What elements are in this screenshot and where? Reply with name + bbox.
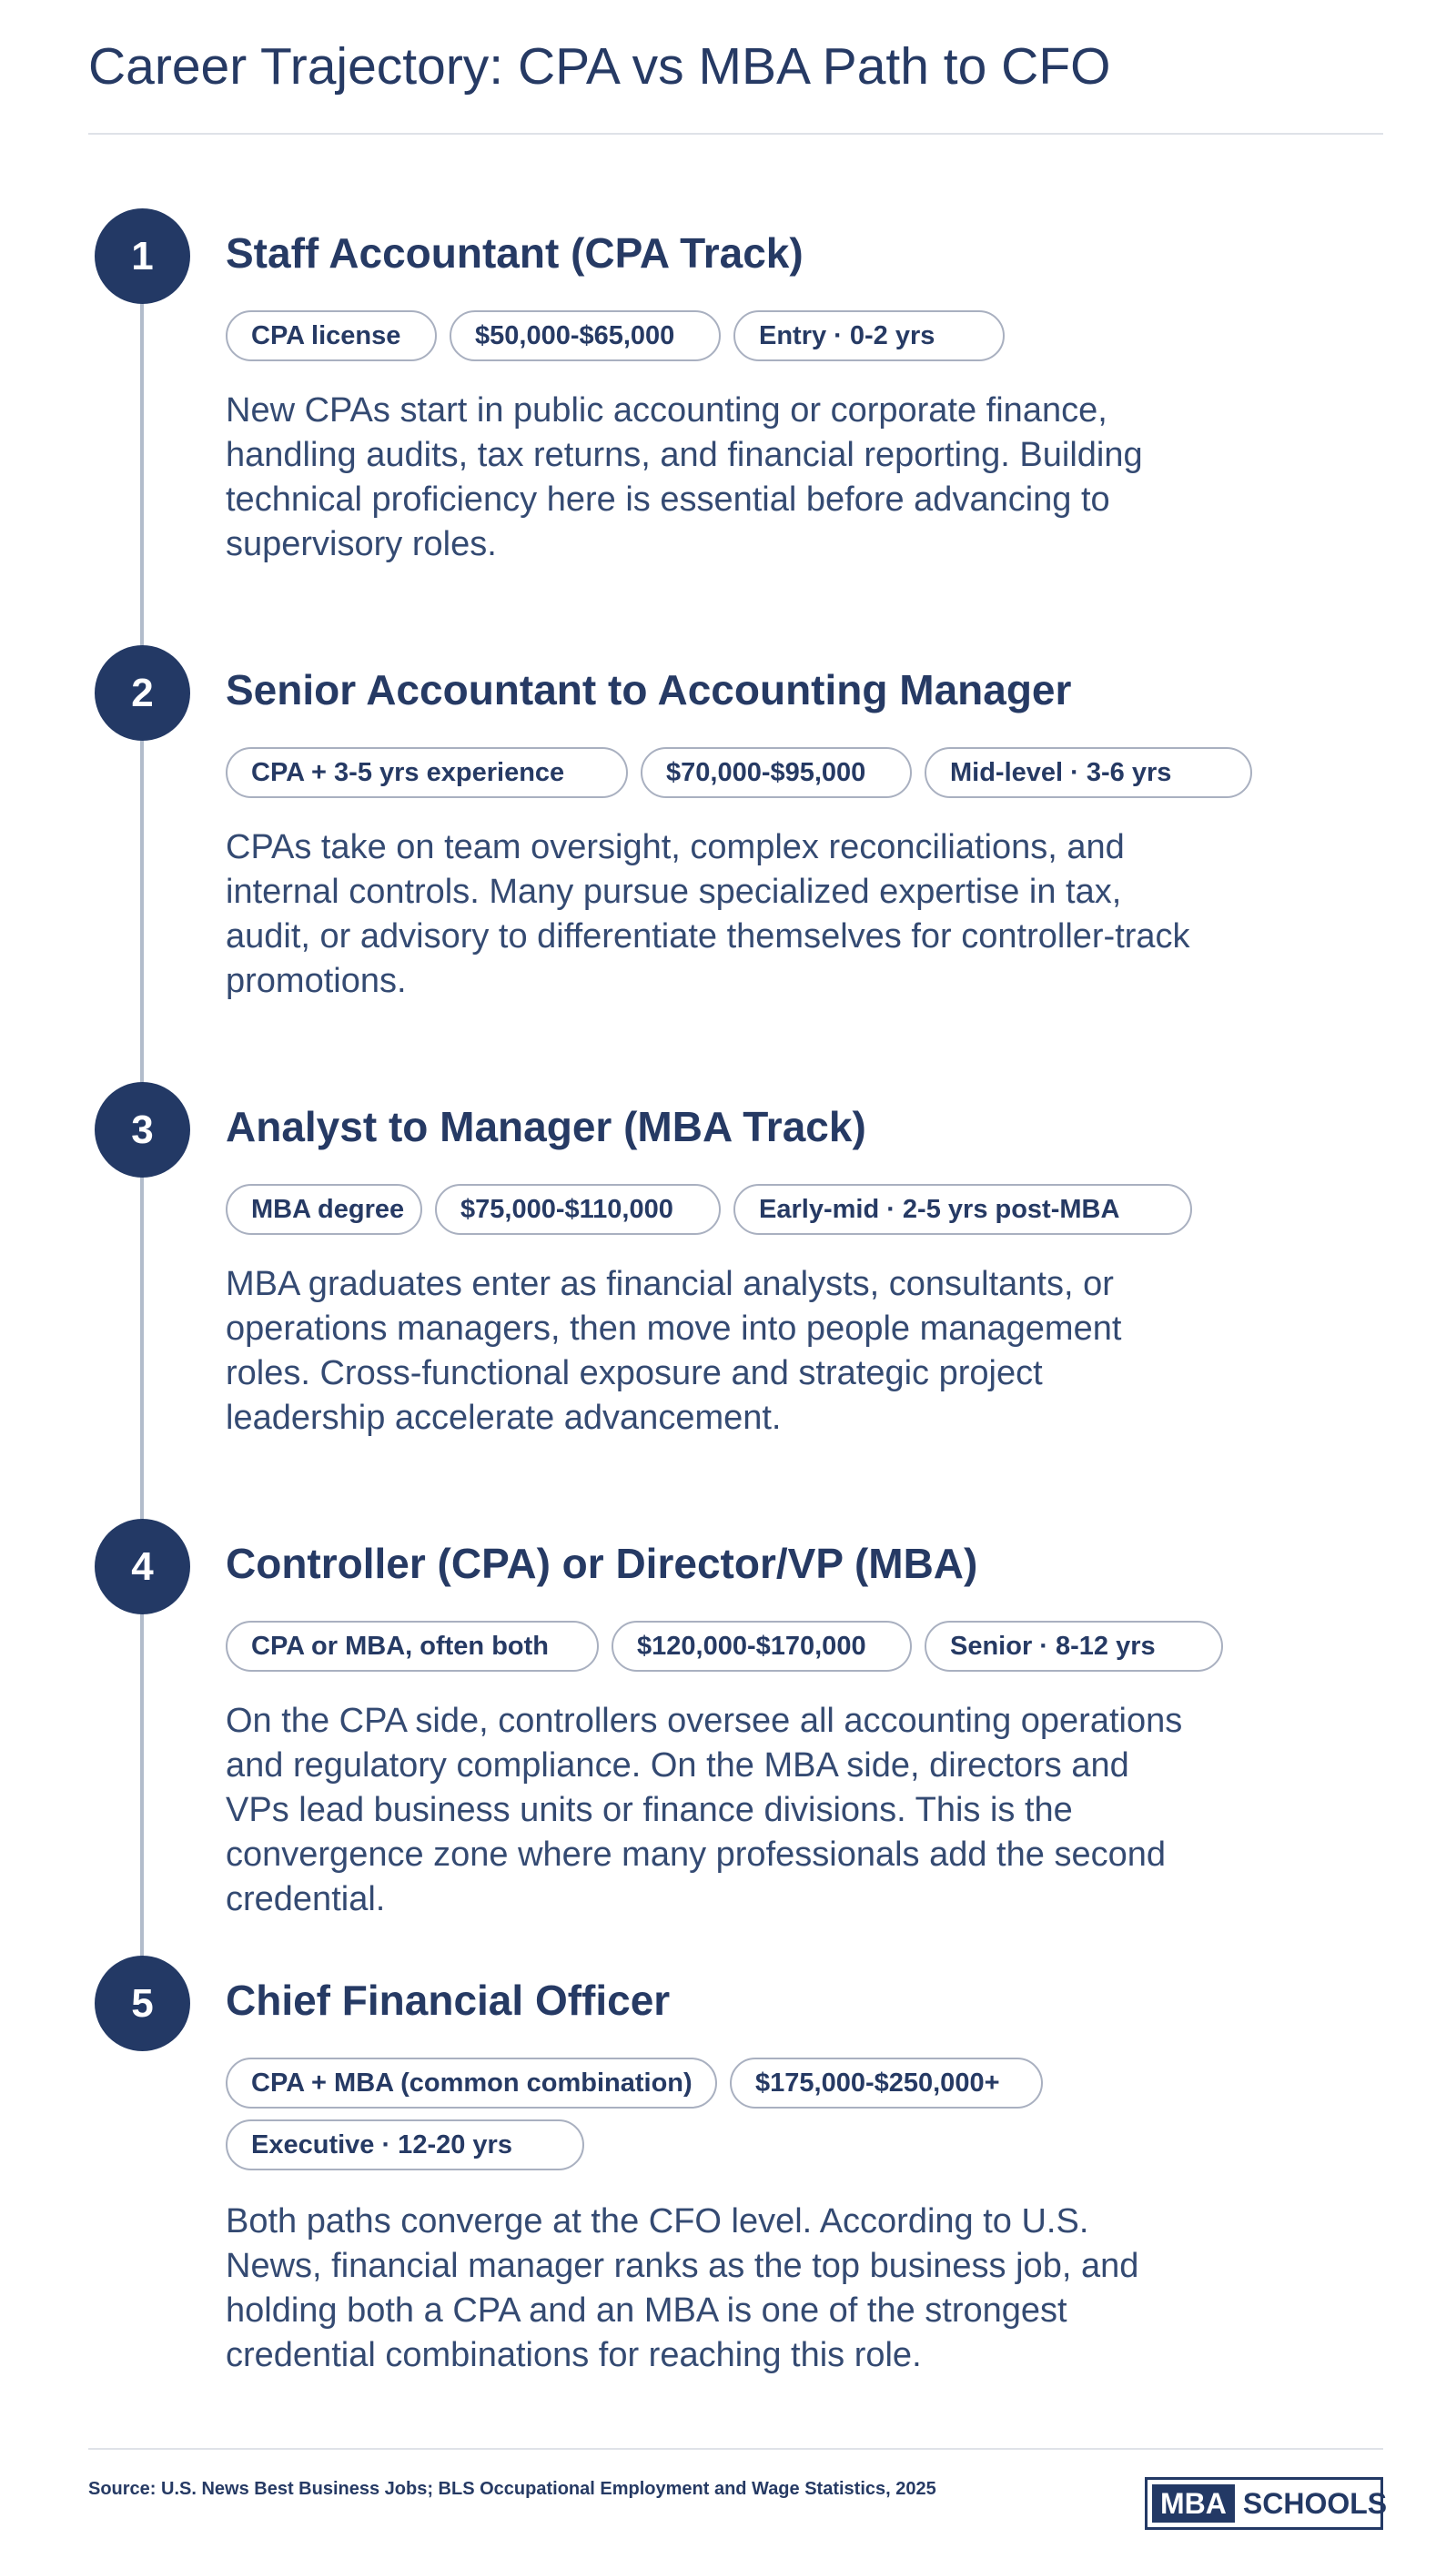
- salary-tag: $50,000-$65,000: [450, 310, 721, 361]
- step-title: Chief Financial Officer: [226, 1977, 671, 2024]
- salary-tag: $175,000-$250,000+: [730, 2058, 1043, 2109]
- salary-tag: $120,000-$170,000: [612, 1621, 912, 1672]
- footer-divider: [88, 2448, 1383, 2450]
- step-number-badge: 2: [95, 645, 190, 741]
- step-title: Senior Accountant to Accounting Manager: [226, 666, 1072, 713]
- header-divider: [88, 133, 1383, 135]
- step-number-badge: 3: [95, 1082, 190, 1178]
- level-tag: Executive · 12-20 yrs: [226, 2119, 584, 2170]
- level-tag: Mid-level · 3-6 yrs: [925, 747, 1252, 798]
- source-note: Source: U.S. News Best Business Jobs; BLS Occupational Employment and Wage Statistics, 2025: [88, 2479, 936, 2499]
- step-description: CPAs take on team oversight, complex reconciliations, and internal controls. Many pursue specialized expertise in tax, audit, or advisory to differentiate themselves for controller-track promotions.: [226, 828, 1190, 1000]
- credential-tag: CPA or MBA, often both: [226, 1621, 599, 1672]
- credential-tag: CPA license: [226, 310, 437, 361]
- level-tag: Entry · 0-2 yrs: [733, 310, 1005, 361]
- level-tag: Senior · 8-12 yrs: [925, 1621, 1223, 1672]
- credential-tag: CPA + 3-5 yrs experience: [226, 747, 628, 798]
- step-description: MBA graduates enter as financial analysts, consultants, or operations managers, then move into people management roles. Cross-functional exposure and strategic project leadership accelerate advancement.: [226, 1265, 1122, 1437]
- step-title: Staff Accountant (CPA Track): [226, 229, 804, 277]
- credential-tag: MBA degree: [226, 1184, 422, 1235]
- salary-tag: $75,000-$110,000: [435, 1184, 721, 1235]
- level-tag: Early-mid · 2-5 yrs post-MBA: [733, 1184, 1192, 1235]
- step-description: New CPAs start in public accounting or corporate finance, handling audits, tax returns, and financial reporting. Building technical proficiency here is essential before advancing to supervisory roles.: [226, 391, 1143, 563]
- step-description: On the CPA side, controllers oversee all accounting operations and regulatory compliance. On the MBA side, directors and VPs lead business units or finance divisions. This is the convergence zone where many professionals add the second credential.: [226, 1702, 1183, 1918]
- mba-schools-logo: [1145, 2477, 1388, 2530]
- credential-tag: CPA + MBA (common combination): [226, 2058, 717, 2109]
- step-number-badge: 4: [95, 1519, 190, 1614]
- step-number-badge: 5: [95, 1956, 190, 2051]
- step-description: Both paths converge at the CFO level. According to U.S. News, financial manager ranks as the top business job, and holding both a CPA and an MBA is one of the strongest credential combinations for reaching this role.: [226, 2202, 1139, 2374]
- step-number-badge: 1: [95, 208, 190, 304]
- salary-tag: $70,000-$95,000: [641, 747, 912, 798]
- step-title: Analyst to Manager (MBA Track): [226, 1103, 866, 1150]
- logo-mba-text: MBA: [1152, 2484, 1235, 2523]
- logo-schools-text: SCHOOLS: [1242, 2486, 1388, 2520]
- page-title: Career Trajectory: CPA vs MBA Path to CFO: [88, 37, 1111, 96]
- step-title: Controller (CPA) or Director/VP (MBA): [226, 1540, 978, 1587]
